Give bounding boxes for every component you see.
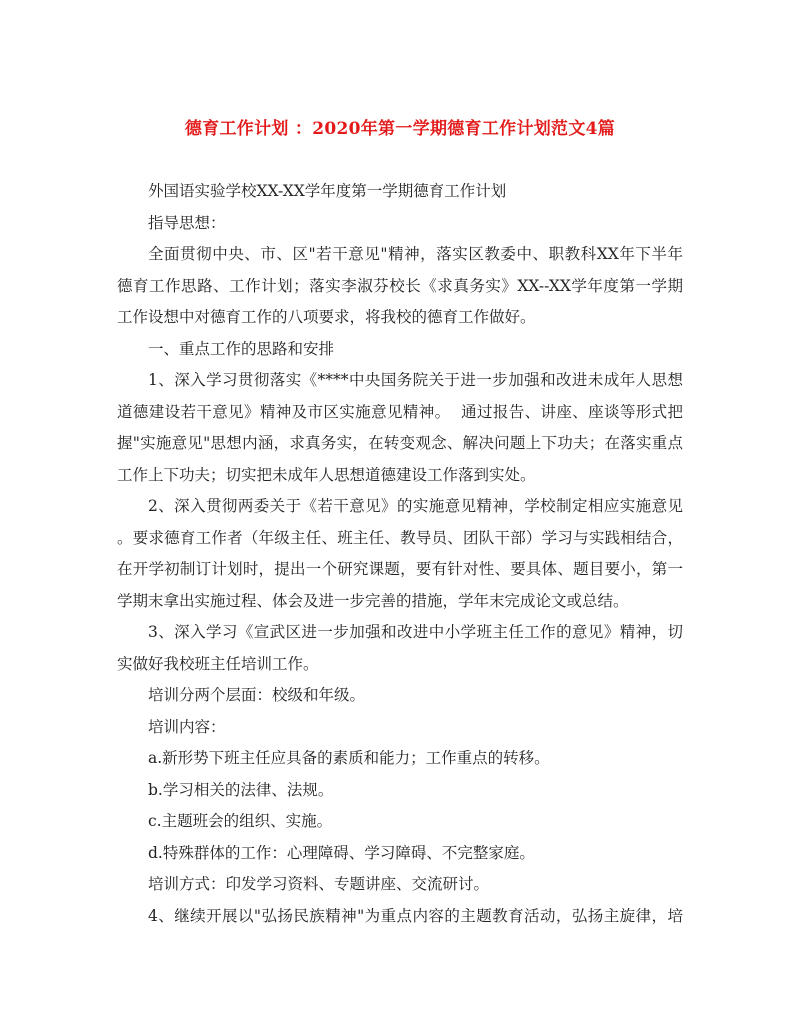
paragraph-line: 工作设想中对德育工作的八项要求，将我校的德育工作做好。 [117, 308, 536, 326]
paragraph-line: 培训方式：印发学习资料、专题讲座、交流研讨。 [148, 875, 490, 893]
paragraph-line: 德育工作思路、工作计划；落实李淑芬校长《求真务实》XX--XX学年度第一学期 [117, 276, 683, 295]
paragraph-line: 外国语实验学校XX-XX学年度第一学期德育工作计划 [148, 182, 507, 200]
paragraph-line: 握"实施意见"思想内涵，求真务实，在转变观念、解决问题上下功夫；在落实重点 [117, 434, 683, 452]
paragraph-line: 2、深入贯彻两委关于《若干意见》的实施意见精神，学校制定相应实施意见 [148, 497, 683, 515]
paragraph-line: 3、深入学习《宣武区进一步加强和改进中小学班主任工作的意见》精神，切 [148, 623, 683, 641]
paragraph-line: 道德建设若干意见》精神及市区实施意见精神。 通过报告、讲座、座谈等形式把 [117, 402, 683, 421]
paragraph-line: 培训内容： [148, 717, 226, 736]
document-title: 德育工作计划 ：2020年第一学期德育工作计划范文4篇 [184, 119, 616, 139]
paragraph-line: 在开学初制订计划时，提出一个研究课题，要有针对性、要具体、题目要小，第一 [117, 560, 683, 578]
paragraph-line: 实做好我校班主任培训工作。 [117, 654, 319, 673]
paragraph-line: 指导思想： [148, 213, 226, 232]
list-item: a.新形势下班主任应具备的素质和能力；工作重点的转移。 [148, 749, 550, 767]
paragraph-line: 1、深入学习贯彻落实《****中央国务院关于进一步加强和改进未成年人思想 [148, 371, 683, 389]
paragraph-line: 学期末拿出实施过程、体会及进一步完善的措施，学年末完成论文或总结。 [117, 591, 629, 610]
section-heading: 一、重点工作的思路和安排 [148, 339, 335, 358]
document-body [117, 176, 683, 932]
list-item: d.特殊群体的工作：心理障碍、学习障碍、不完整家庭。 [148, 843, 535, 862]
paragraph-line: 。要求德育工作者（年级主任、班主任、教导员、团队干部）学习与实践相结合， [117, 528, 683, 547]
paragraph-line: 培训分两个层面：校级和年级。 [148, 686, 366, 704]
list-item: b.学习相关的法律、法规。 [148, 780, 334, 799]
paragraph-line: 4、继续开展以"弘扬民族精神"为重点内容的主题教育活动，弘扬主旋律，培 [148, 906, 683, 925]
list-item: c.主题班会的组织、实施。 [148, 812, 333, 830]
paragraph-line: 工作上下功夫；切实把未成年人思想道德建设工作落到实处。 [117, 465, 536, 484]
paragraph-line: 全面贯彻中央、市、区"若干意见"精神，落实区教委中、职教科XX年下半年 [148, 245, 683, 263]
